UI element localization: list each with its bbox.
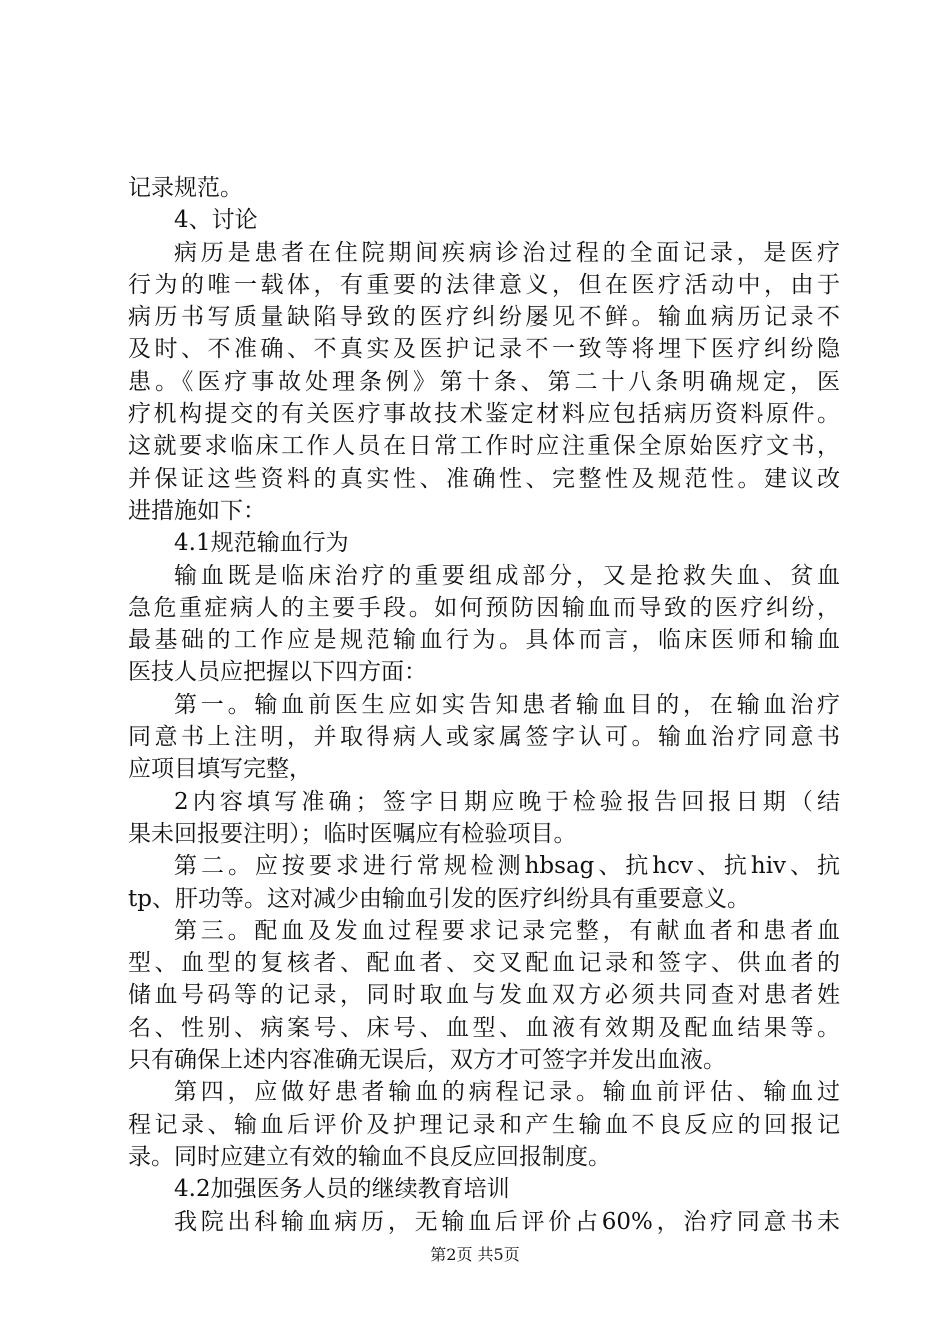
paragraph-line: 患。《医疗事故处理条例》第十条、第二十八条明确规定，医 <box>128 368 840 395</box>
paragraph-line: 急危重症病人的主要手段。如何预防因输血而导致的医疗纠纷， <box>128 594 840 621</box>
section-heading: 4.2加强医务人员的继续教育培训 <box>174 1176 510 1203</box>
section-heading: 4.1规范输血行为 <box>174 530 349 557</box>
paragraph-line: 病历是患者在住院期间疾病诊治过程的全面记录，是医疗 <box>174 239 840 266</box>
paragraph-line: 我院出科输血病历，无输血后评价占60%，治疗同意书未 <box>174 1208 840 1235</box>
paragraph-line: 第三。配血及发血过程要求记录完整，有献血者和患者血 <box>174 917 840 944</box>
paragraph-line: 只有确保上述内容准确无误后，双方才可签字并发出血液。 <box>128 1047 726 1074</box>
paragraph-line: 名、性别、病案号、床号、血型、血液有效期及配血结果等。 <box>128 1014 840 1041</box>
paragraph-line: 同意书上注明，并取得病人或家属签字认可。输血治疗同意书 <box>128 724 840 751</box>
paragraph-line: 及时、不准确、不真实及医护记录不一致等将埋下医疗纠纷隐 <box>128 336 840 363</box>
paragraph-line: 医技人员应把握以下四方面： <box>128 659 427 686</box>
paragraph-line: 录。同时应建立有效的输血不良反应回报制度。 <box>128 1143 611 1170</box>
paragraph-line: 病历书写质量缺陷导致的医疗纠纷屡见不鲜。输血病历记录不 <box>128 304 840 331</box>
paragraph-line: 程记录、输血后评价及护理记录和产生输血不良反应的回报记 <box>128 1111 840 1138</box>
document-body <box>128 172 840 1238</box>
paragraph-line: 这就要求临床工作人员在日常工作时应注重保全原始医疗文书， <box>128 433 840 460</box>
page-footer: 第2页 共5页 <box>430 1245 520 1264</box>
text-line: 记录规范。 <box>128 175 243 201</box>
paragraph-line: 储血号码等的记录，同时取血与发血双方必须共同查对患者姓 <box>128 982 840 1009</box>
paragraph-line: 第四，应做好患者输血的病程记录。输血前评估、输血过 <box>174 1079 840 1106</box>
section-heading: 4、讨论 <box>174 207 258 234</box>
paragraph-line: tp、肝功等。这对减少由输血引发的医疗纠纷具有重要意义。 <box>128 885 750 912</box>
paragraph-line: 型、血型的复核者、配血者、交叉配血记录和签字、供血者的 <box>128 950 840 977</box>
paragraph-line: 并保证这些资料的真实性、准确性、完整性及规范性。建议改 <box>128 465 840 492</box>
paragraph-line: 果未回报要注明）；临时医嘱应有检验项目。 <box>128 820 577 847</box>
paragraph-line: 输血既是临床治疗的重要组成部分，又是抢救失血、贫血 <box>174 562 840 589</box>
paragraph-line: 进措施如下： <box>128 497 266 524</box>
paragraph-line: 最基础的工作应是规范输血行为。具体而言，临床医师和输血 <box>128 627 840 654</box>
paragraph-line: 疗机构提交的有关医疗事故技术鉴定材料应包括病历资料原件。 <box>128 401 840 428</box>
paragraph-line: 行为的唯一载体，有重要的法律意义，但在医疗活动中，由于 <box>128 271 840 298</box>
paragraph-line: 2内容填写准确；签字日期应晚于检验报告回报日期（结 <box>174 788 840 815</box>
paragraph-line: 第二。应按要求进行常规检测hbsag、抗hcv、抗hiv、抗 <box>174 853 840 880</box>
paragraph-line: 第一。输血前医生应如实告知患者输血目的，在输血治疗 <box>174 691 840 718</box>
paragraph-line: 应项目填写完整， <box>128 756 312 783</box>
